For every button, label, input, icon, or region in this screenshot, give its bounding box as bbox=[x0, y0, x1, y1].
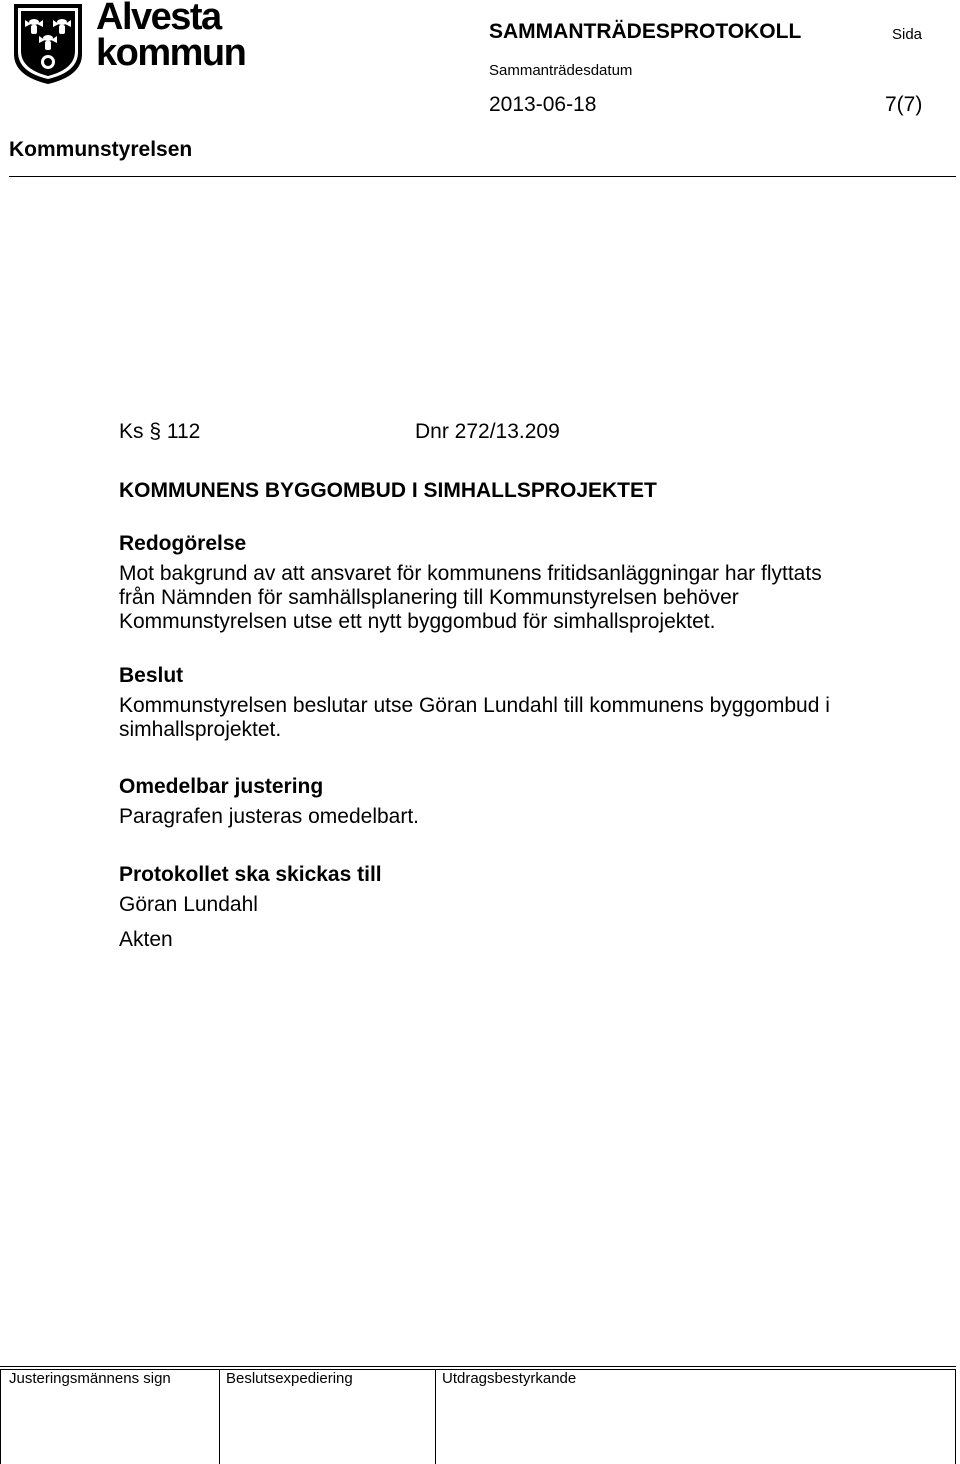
municipal-crest-icon bbox=[12, 2, 84, 86]
page-label: Sida bbox=[892, 26, 923, 43]
committee-name: Kommunstyrelsen bbox=[9, 138, 193, 161]
logo-wordmark-line1: Alvesta bbox=[96, 0, 221, 38]
diary-number: Dnr 272/13.209 bbox=[415, 420, 560, 443]
background-heading: Redogörelse bbox=[119, 532, 247, 555]
footer-label-adjusters: Justeringsmännens sign bbox=[9, 1370, 171, 1387]
logo-wordmark-line2: kommun bbox=[96, 32, 246, 74]
adjustment-heading: Omedelbar justering bbox=[119, 775, 324, 798]
meeting-date-label: Sammanträdesdatum bbox=[489, 62, 633, 79]
decision-heading: Beslut bbox=[119, 664, 184, 687]
recipient-item: Akten bbox=[119, 928, 173, 951]
protocol-body bbox=[119, 420, 839, 952]
distribution-heading: Protokollet ska skickas till bbox=[119, 863, 382, 886]
decision-text: Kommunstyrelsen beslutar utse Göran Lundahl till kommunens byggombud i simhallsprojektet. bbox=[119, 694, 830, 741]
background-text: Mot bakgrund av att ansvaret för kommunens fritidsanläggningar har flyttats från Nämnden för samhällsplanering till Kommunstyrelsen behöver Kommunstyrelsen utse ett nytt byggombud för simhallsprojektet. bbox=[119, 562, 822, 633]
case-title: KOMMUNENS BYGGOMBUD I SIMHALLSPROJEKTET bbox=[119, 479, 657, 502]
recipient-item: Göran Lundahl bbox=[119, 893, 258, 916]
document-type: SAMMANTRÄDESPROTOKOLL bbox=[489, 20, 802, 43]
footer-label-dispatch: Beslutsexpediering bbox=[226, 1370, 353, 1387]
footer-label-certification: Utdragsbestyrkande bbox=[442, 1370, 577, 1387]
footer-divider bbox=[0, 1366, 956, 1367]
page-number: 7(7) bbox=[885, 93, 923, 116]
paragraph-number: Ks § 112 bbox=[119, 420, 201, 443]
adjustment-text: Paragrafen justeras omedelbart. bbox=[119, 805, 419, 828]
meeting-date: 2013-06-18 bbox=[489, 93, 597, 116]
header-divider bbox=[9, 176, 956, 177]
case-reference bbox=[119, 420, 839, 444]
